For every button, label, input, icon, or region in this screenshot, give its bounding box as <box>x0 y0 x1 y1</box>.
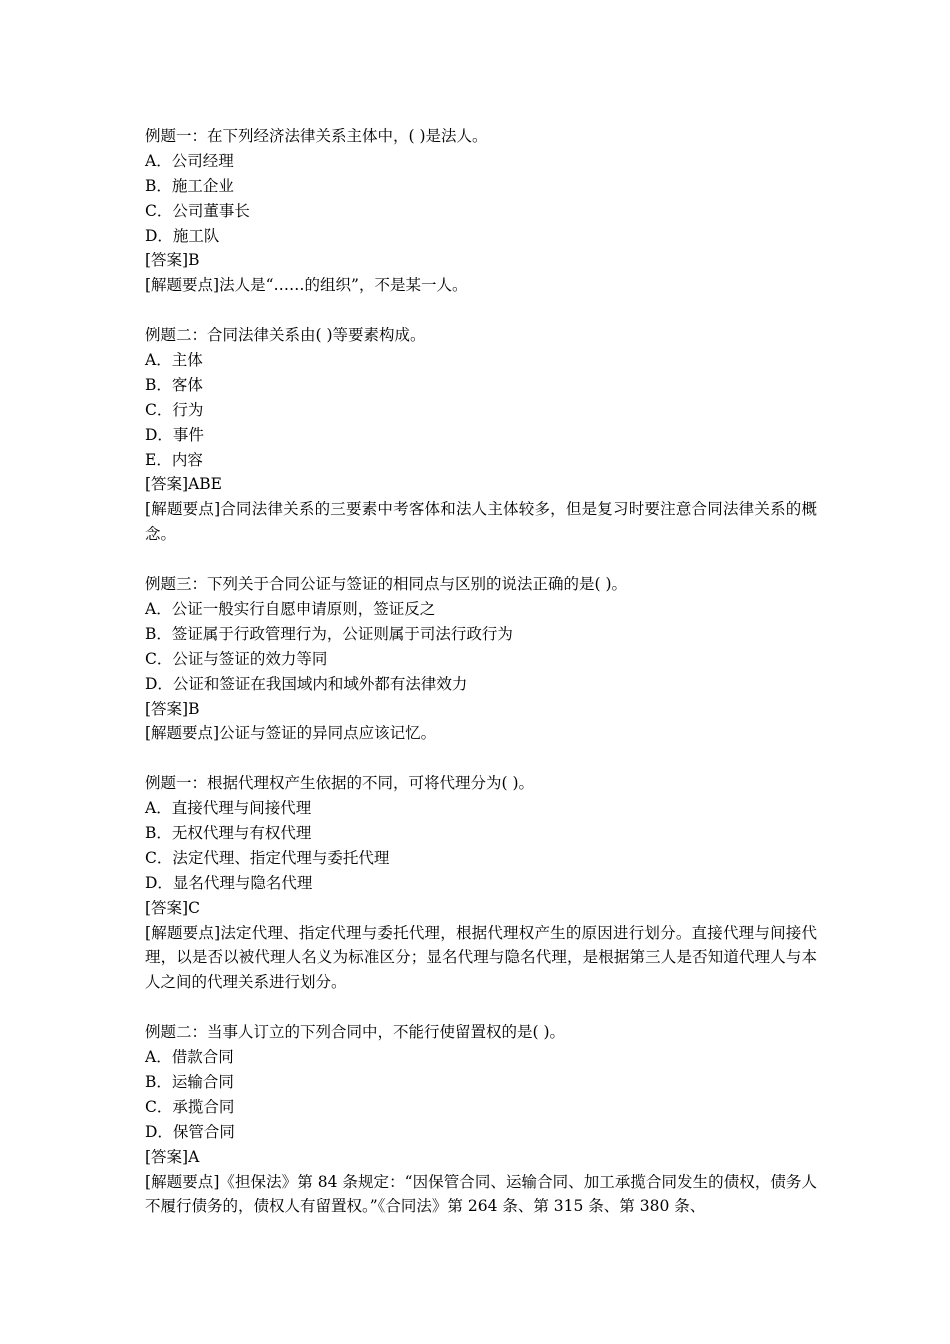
question-answer: [答案]C <box>145 898 200 917</box>
question-explanation: [解题要点]《担保法》第 84 条规定：“因保管合同、运输合同、加工承揽合同发生的债权，债务人不履行债务的，债权人有留置权。”《合同法》第 264 条、第 315 条、第 380 条、 <box>145 1172 817 1216</box>
spacer <box>145 995 820 1020</box>
question-stem: 例题三：下列关于合同公证与签证的相同点与区别的说法正确的是( )。 <box>145 575 628 594</box>
question-option: B．无权代理与有权代理 <box>145 824 312 842</box>
question-option: D．公证和签证在我国域内和域外都有法律效力 <box>145 674 468 693</box>
question-option: D．施工队 <box>145 226 220 245</box>
question-stem: 例题二：合同法律关系由( )等要素构成。 <box>145 326 426 345</box>
question-option: B．客体 <box>145 375 203 394</box>
question-option: D．保管合同 <box>145 1122 235 1141</box>
document-page <box>145 124 820 1219</box>
question-option: A．直接代理与间接代理 <box>145 799 312 818</box>
question-answer: [答案]B <box>145 251 200 270</box>
question-option: A．公司经理 <box>145 151 234 170</box>
question-option: C．公司董事长 <box>145 201 250 220</box>
question-option: D．事件 <box>145 425 204 444</box>
question-option: A．主体 <box>145 351 203 370</box>
question-explanation: [解题要点]合同法律关系的三要素中考客体和法人主体较多，但是复习时要注意合同法律关系的概念。 <box>145 500 817 544</box>
question-option: B．运输合同 <box>145 1072 234 1091</box>
question-option: C．公证与签证的效力等同 <box>145 649 328 668</box>
question-option: E．内容 <box>145 450 203 469</box>
question-stem: 例题二：当事人订立的下列合同中，不能行使留置权的是( )。 <box>145 1023 566 1042</box>
question-answer: [答案]A <box>145 1147 200 1166</box>
question-option: C．法定代理、指定代理与委托代理 <box>145 848 390 867</box>
question-option: B．签证属于行政管理行为，公证则属于司法行政行为 <box>145 624 513 643</box>
question-explanation: [解题要点]法人是“……的组织”，不是某一人。 <box>145 276 468 295</box>
question-stem: 例题一：根据代理权产生依据的不同，可将代理分为( )。 <box>145 774 535 793</box>
question-option: A．借款合同 <box>145 1048 234 1067</box>
question-option: A．公证一般实行自愿申请原则，签证反之 <box>145 599 436 618</box>
spacer <box>145 746 820 771</box>
question-explanation: [解题要点]公证与签证的异同点应该记忆。 <box>145 724 437 743</box>
question-option: C．行为 <box>145 400 204 419</box>
question-option: C．承揽合同 <box>145 1097 235 1116</box>
question-explanation: [解题要点]法定代理、指定代理与委托代理，根据代理权产生的原因进行划分。直接代理与间接代理，以是否以被代理人名义为标准区分；显名代理与隐名代理，是根据第三人是否知道代理人与本人之间的代理关系进行划分。 <box>145 923 817 992</box>
question-answer: [答案]B <box>145 699 200 718</box>
question-answer: [答案]ABE <box>145 475 222 494</box>
spacer <box>145 547 820 572</box>
question-stem: 例题一：在下列经济法律关系主体中，( )是法人。 <box>145 127 488 145</box>
spacer <box>145 298 820 323</box>
question-option: B．施工企业 <box>145 176 234 195</box>
question-option: D．显名代理与隐名代理 <box>145 873 313 892</box>
